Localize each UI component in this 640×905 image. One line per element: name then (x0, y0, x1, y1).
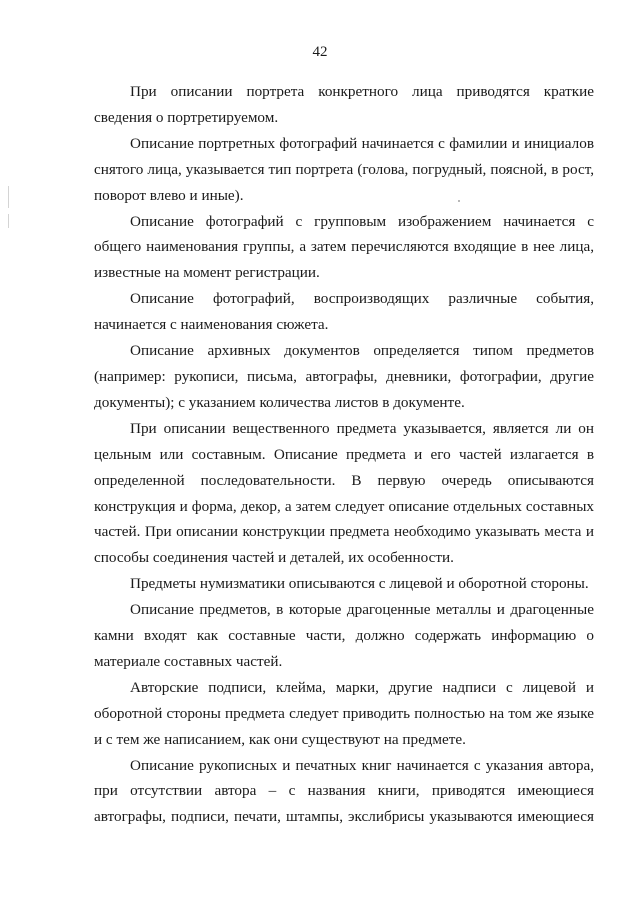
paragraph: При описании портрета конкретного лица приводятся краткие сведения о портретируемом. (94, 83, 594, 126)
paragraph: Авторские подписи, клейма, марки, другие надписи с лицевой и оборотной стороны предмета следует приводить полностью на том же языке и с тем же написанием, как они существуют на предмете. (94, 678, 594, 748)
paragraph: Описание портретных фотографий начинается с фамилии и инициалов снятого лица, указывается тип портрета (голова, погрудный, поясной, в рост, поворот влево и иные). (94, 134, 594, 204)
scan-artifact-line (8, 214, 9, 228)
paragraph: Предметы нумизматики описываются с лицевой и оборотной стороны. (130, 575, 589, 593)
page-number: 42 (312, 44, 328, 60)
scan-artifact-line (8, 186, 9, 208)
paragraph: Описание фотографий, воспроизводящих различные события, начинается с наименования сюжета. (94, 290, 594, 334)
body-text (94, 79, 594, 830)
paragraph: Описание рукописных и печатных книг начинается с указания автора, при отсутствии автора – с названия книги, приводятся имеющиеся автографы, подписи, печати, штампы, экслибрисы указываются имеющиеся (94, 756, 594, 826)
paragraph: Описание архивных документов определяется типом предметов (например: рукописи, письма, автографы, дневники, фотографии, другие документы); с указанием количества листов в документе. (94, 342, 594, 411)
paragraph: Описание предметов, в которые драгоценные металлы и драгоценные камни входят как составные части, должно содержать информацию о материале составных частей. (94, 601, 594, 670)
paragraph: Описание фотографий с групповым изображением начинается с общего наименования группы, а затем перечисляются входящие в нее лица, известные на момент регистрации. (94, 212, 594, 282)
paragraph: При описании вещественного предмета указывается, является ли он цельным или составным. Описание предмета и его частей излагается в определенной последовательности. В первую очередь описываются конструкция и форма, декор, а затем следует описание отдельных составных частей. При описании конструкции предмета необходимо указывать места и способы соединения частей и деталей, их особенности. (94, 419, 594, 567)
